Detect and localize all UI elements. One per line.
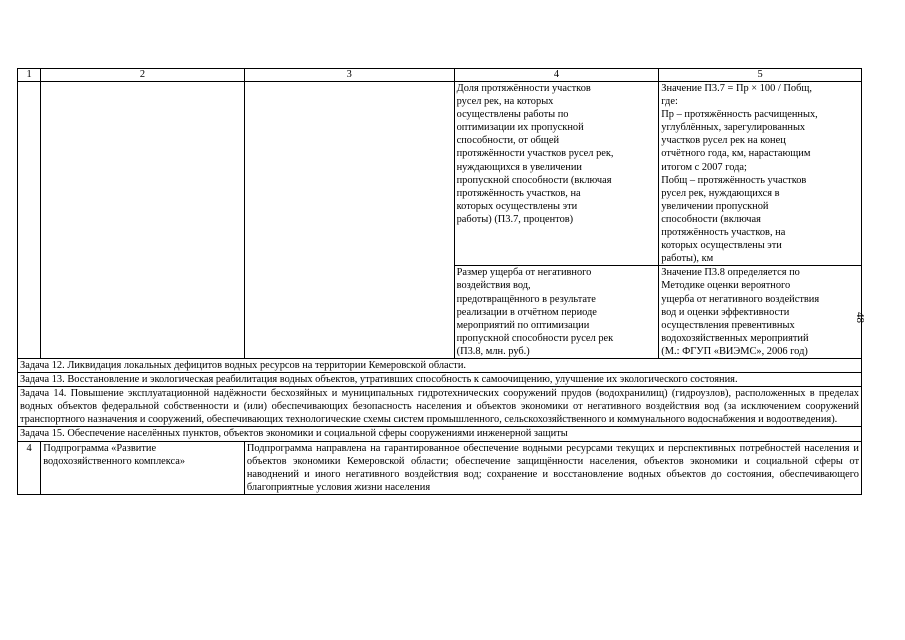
column-number-1: 1 <box>18 69 41 82</box>
page-number: 48 <box>854 312 866 323</box>
indicators-table <box>17 68 862 495</box>
empty-cell <box>41 82 245 266</box>
indicator-name-p3-8: Размер ущерба от негативного воздействия вод, предотвращённого в результате реализации в отчётном периоде мероприятий по оптимизации пропускной способности русел рек (П3.8, млн. руб.) <box>454 266 659 359</box>
table-row <box>18 82 862 266</box>
empty-cell <box>41 266 245 359</box>
subprogram-name: Подпрограмма «Развитие водохозяйственного комплекса» <box>41 441 245 494</box>
task-13: Задача 13. Восстановление и экологическая реабилитация водных объектов, утративших способность к самоочищению, улучшение их экологического состояния. <box>18 373 862 387</box>
task-row <box>18 387 862 427</box>
subprogram-row <box>18 441 862 494</box>
task-14: Задача 14. Повышение эксплуатационной надёжности бесхозяйных и муниципальных гидротехнических сооружений прудов (водохранилищ) (гидроузлов), расположенных в пределах водных объектов федеральной собственности и (или) обеспечивающих безопасность населения и объектов экономики от негативного воздействия вод (за исключением сооружений транспортного назначения и сооружений, обеспечивающих технологические схемы систем промышленного, сельскохозяйственного и коммунального водоснабжения и водоотведения). <box>18 387 862 427</box>
empty-cell <box>18 266 41 359</box>
task-row <box>18 373 862 387</box>
indicator-formula-p3-7: Значение П3.7 = Пр × 100 / Побщ, где: Пр – протяжённость расчищенных, углублённых, зарегулированных участков русел рек на конец отчётного года, км, нарастающим итогом с 2007 года; Побщ – протяжённость участков русел рек, нуждающихся в увеличении пропускной способности (включая протяжённость участков, на которых осуществлены эти работы), км <box>659 82 862 266</box>
empty-cell <box>18 82 41 266</box>
subprogram-number: 4 <box>18 441 41 494</box>
indicator-name-p3-7: Доля протяжённости участков русел рек, на которых осуществлены работы по оптимизации их пропускной способности, от общей протяжённости участков русел рек, нуждающихся в увеличении пропускной способности (включая протяжённость участков, на которых осуществлены эти работы) (П3.7, процентов) <box>454 82 659 266</box>
column-number-5: 5 <box>659 69 862 82</box>
column-number-3: 3 <box>244 69 454 82</box>
column-number-4: 4 <box>454 69 659 82</box>
table-row <box>18 266 862 359</box>
empty-cell <box>244 266 454 359</box>
empty-cell <box>244 82 454 266</box>
column-number-row <box>18 69 862 82</box>
subprogram-description: Подпрограмма направлена на гарантированное обеспечение водными ресурсами текущих и перспективных потребностей населения и объектов экономики Кемеровской области; обеспечение защищённости населения, объектов экономики и социальной сферы от наводнений и иного негативного воздействия вод; сохранение и восстановление водных объектов до состояния, обеспечивающего благоприятные условия жизни населения <box>244 441 861 494</box>
task-row <box>18 427 862 441</box>
task-12: Задача 12. Ликвидация локальных дефицитов водных ресурсов на территории Кемеровской области. <box>18 358 862 372</box>
task-row <box>18 358 862 372</box>
column-number-2: 2 <box>41 69 245 82</box>
task-15: Задача 15. Обеспечение населённых пунктов, объектов экономики и социальной сферы сооружениями инженерной защиты <box>18 427 862 441</box>
indicator-formula-p3-8: Значение П3.8 определяется по Методике оценки вероятного ущерба от негативного воздействия вод и оценки эффективности осуществления превентивных водохозяйственных мероприятий (М.: ФГУП «ВИЭМС», 2006 год) <box>659 266 862 359</box>
